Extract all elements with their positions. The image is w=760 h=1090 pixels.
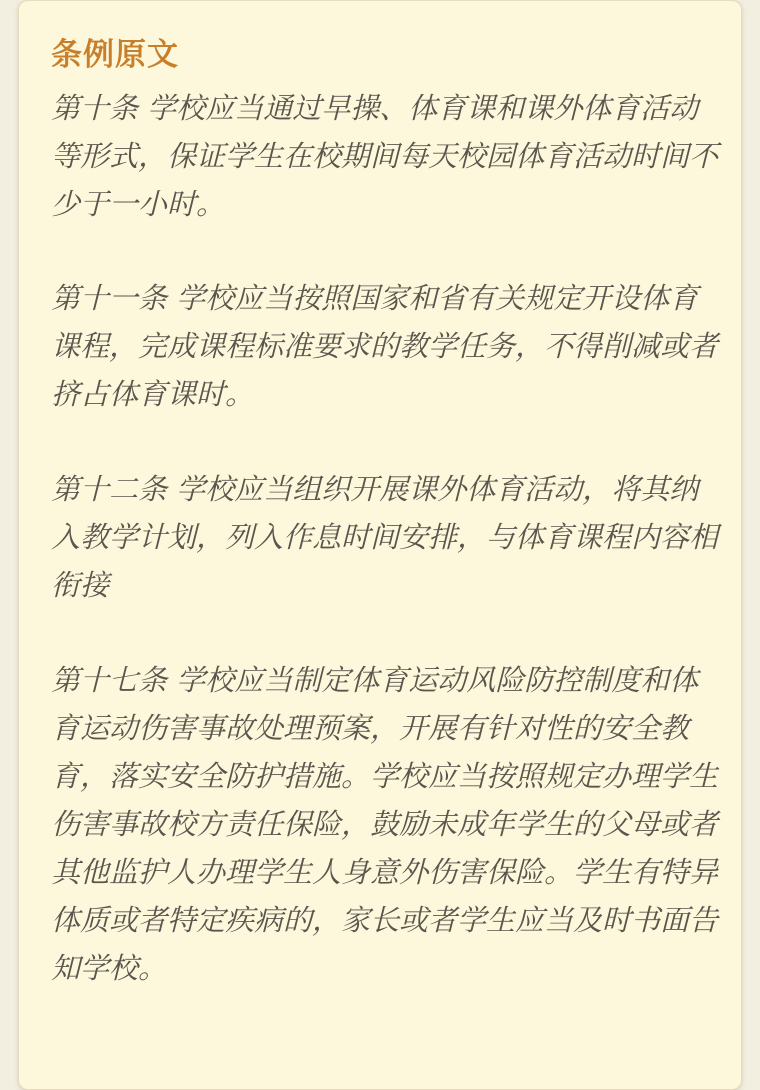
article-11: 第十一条 学校应当按照国家和省有关规定开设体育课程，完成课程标准要求的教学任务，不得削减或者挤占体育课时。 bbox=[51, 281, 719, 411]
regulation-card bbox=[18, 0, 742, 1090]
article-10: 第十条 学校应当通过早操、体育课和课外体育活动等形式，保证学生在校期间每天校园体育活动时间不少于一小时。 bbox=[51, 91, 719, 221]
section-title: 条例原文 bbox=[51, 37, 179, 73]
article-12: 第十二条 学校应当组织开展课外体育活动，将其纳入教学计划，列入作息时间安排，与体育课程内容相衔接 bbox=[51, 472, 719, 602]
article-17: 第十七条 学校应当制定体育运动风险防控制度和体育运动伤害事故处理预案，开展有针对性的安全教育，落实安全防护措施。学校应当按照规定办理学生伤害事故校方责任保险，鼓励未成年学生的父母或者其他监护人办理学生人身意外伤害保险。学生有特异体质或者特定疾病的，家长或者学生应当及时书面告知学校。 bbox=[51, 663, 719, 985]
